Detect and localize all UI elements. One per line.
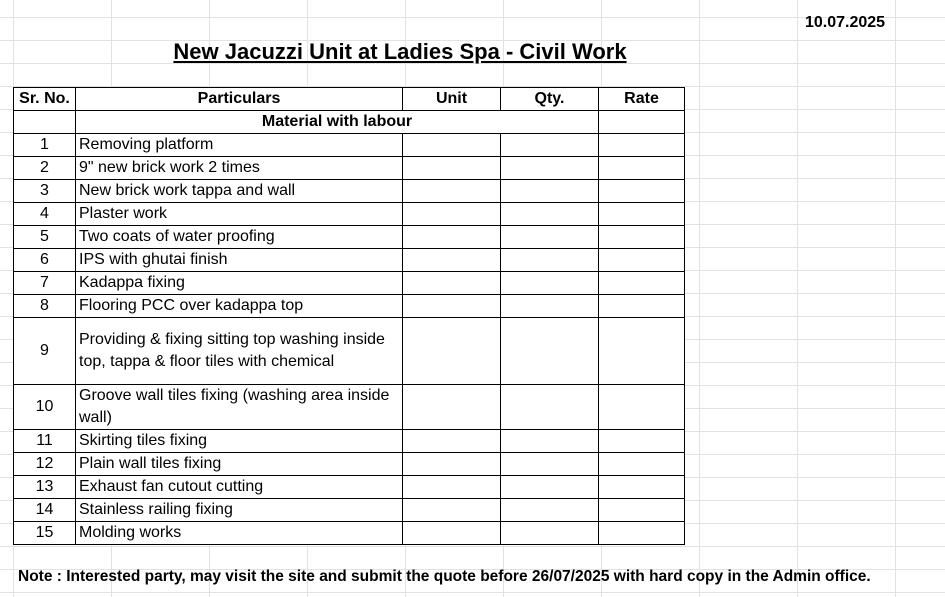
cell-sr-no[interactable]: 10 bbox=[14, 385, 76, 430]
table-row bbox=[14, 295, 685, 318]
cell-particulars[interactable]: Plaster work bbox=[76, 203, 403, 226]
cell-particulars[interactable]: Providing & fixing sitting top washing inside top, tappa & floor tiles with chemical bbox=[76, 318, 403, 385]
cell-unit[interactable] bbox=[403, 318, 501, 385]
cell-particulars[interactable]: IPS with ghutai finish bbox=[76, 249, 403, 272]
cell-sr-no[interactable]: 3 bbox=[14, 180, 76, 203]
cell-unit[interactable] bbox=[403, 272, 501, 295]
footer-note: Note : Interested party, may visit the site and submit the quote before 26/07/2025 with hard copy in the Admin office. bbox=[18, 568, 871, 585]
cell-particulars[interactable]: Flooring PCC over kadappa top bbox=[76, 295, 403, 318]
cell-unit[interactable] bbox=[403, 430, 501, 453]
section-label[interactable]: Material with labour bbox=[76, 111, 599, 134]
cell-particulars[interactable]: Groove wall tiles fixing (washing area inside wall) bbox=[76, 385, 403, 430]
document-date: 10.07.2025 bbox=[804, 14, 886, 31]
cell-particulars[interactable]: Removing platform bbox=[76, 134, 403, 157]
cell-qty[interactable] bbox=[501, 134, 599, 157]
cell-qty[interactable] bbox=[501, 249, 599, 272]
cell-sr-no[interactable]: 6 bbox=[14, 249, 76, 272]
header-unit[interactable]: Unit bbox=[403, 88, 501, 111]
cell-unit[interactable] bbox=[403, 453, 501, 476]
cell-sr-no[interactable]: 15 bbox=[14, 522, 76, 545]
cell-unit[interactable] bbox=[403, 226, 501, 249]
cell-rate[interactable] bbox=[599, 226, 685, 249]
cell-particulars[interactable]: 9" new brick work 2 times bbox=[76, 157, 403, 180]
table-row bbox=[14, 318, 685, 385]
header-particulars[interactable]: Particulars bbox=[76, 88, 403, 111]
cell-qty[interactable] bbox=[501, 157, 599, 180]
cell-unit[interactable] bbox=[403, 157, 501, 180]
cell-rate[interactable] bbox=[599, 157, 685, 180]
cell-qty[interactable] bbox=[501, 522, 599, 545]
cell-rate[interactable] bbox=[599, 453, 685, 476]
header-rate[interactable]: Rate bbox=[599, 88, 685, 111]
cell-sr-no[interactable]: 7 bbox=[14, 272, 76, 295]
cell-particulars[interactable]: Skirting tiles fixing bbox=[76, 430, 403, 453]
cell-qty[interactable] bbox=[501, 385, 599, 430]
table-row bbox=[14, 499, 685, 522]
section-rate-cell[interactable] bbox=[599, 111, 685, 134]
cell-sr-no[interactable]: 5 bbox=[14, 226, 76, 249]
cell-particulars[interactable]: Kadappa fixing bbox=[76, 272, 403, 295]
cell-rate[interactable] bbox=[599, 318, 685, 385]
table-row bbox=[14, 522, 685, 545]
cell-sr-no[interactable]: 11 bbox=[14, 430, 76, 453]
cell-sr-no[interactable]: 13 bbox=[14, 476, 76, 499]
cell-qty[interactable] bbox=[501, 430, 599, 453]
cell-rate[interactable] bbox=[599, 295, 685, 318]
cell-qty[interactable] bbox=[501, 318, 599, 385]
cell-rate[interactable] bbox=[599, 249, 685, 272]
cell-sr-no[interactable]: 2 bbox=[14, 157, 76, 180]
cell-unit[interactable] bbox=[403, 476, 501, 499]
cell-particulars[interactable]: Two coats of water proofing bbox=[76, 226, 403, 249]
cell-unit[interactable] bbox=[403, 522, 501, 545]
cell-particulars[interactable]: Plain wall tiles fixing bbox=[76, 453, 403, 476]
cell-unit[interactable] bbox=[403, 180, 501, 203]
table-row bbox=[14, 476, 685, 499]
section-blank-cell[interactable] bbox=[14, 111, 76, 134]
cell-rate[interactable] bbox=[599, 476, 685, 499]
cell-unit[interactable] bbox=[403, 385, 501, 430]
table-row bbox=[14, 453, 685, 476]
cell-qty[interactable] bbox=[501, 476, 599, 499]
cell-unit[interactable] bbox=[403, 134, 501, 157]
table-row bbox=[14, 272, 685, 295]
table-row bbox=[14, 134, 685, 157]
table-row bbox=[14, 226, 685, 249]
cell-particulars[interactable]: Stainless railing fixing bbox=[76, 499, 403, 522]
cell-unit[interactable] bbox=[403, 499, 501, 522]
work-items-table bbox=[13, 87, 685, 545]
cell-unit[interactable] bbox=[403, 249, 501, 272]
cell-qty[interactable] bbox=[501, 453, 599, 476]
cell-rate[interactable] bbox=[599, 499, 685, 522]
cell-qty[interactable] bbox=[501, 180, 599, 203]
cell-sr-no[interactable]: 1 bbox=[14, 134, 76, 157]
section-row bbox=[14, 111, 685, 134]
cell-sr-no[interactable]: 4 bbox=[14, 203, 76, 226]
table-row bbox=[14, 385, 685, 430]
cell-unit[interactable] bbox=[403, 203, 501, 226]
cell-qty[interactable] bbox=[501, 272, 599, 295]
cell-particulars[interactable]: New brick work tappa and wall bbox=[76, 180, 403, 203]
cell-rate[interactable] bbox=[599, 203, 685, 226]
cell-qty[interactable] bbox=[501, 295, 599, 318]
cell-rate[interactable] bbox=[599, 134, 685, 157]
cell-sr-no[interactable]: 8 bbox=[14, 295, 76, 318]
cell-particulars[interactable]: Molding works bbox=[76, 522, 403, 545]
cell-rate[interactable] bbox=[599, 272, 685, 295]
document-title: New Jacuzzi Unit at Ladies Spa - Civil Work bbox=[173, 39, 627, 64]
table-header-row bbox=[14, 88, 685, 111]
cell-sr-no[interactable]: 14 bbox=[14, 499, 76, 522]
header-sr-no[interactable]: Sr. No. bbox=[14, 88, 76, 111]
cell-sr-no[interactable]: 12 bbox=[14, 453, 76, 476]
cell-qty[interactable] bbox=[501, 226, 599, 249]
table-row bbox=[14, 249, 685, 272]
header-qty[interactable]: Qty. bbox=[501, 88, 599, 111]
table-row bbox=[14, 180, 685, 203]
table-row bbox=[14, 430, 685, 453]
table-row bbox=[14, 203, 685, 226]
cell-rate[interactable] bbox=[599, 385, 685, 430]
cell-particulars[interactable]: Exhaust fan cutout cutting bbox=[76, 476, 403, 499]
cell-rate[interactable] bbox=[599, 180, 685, 203]
cell-rate[interactable] bbox=[599, 522, 685, 545]
cell-rate[interactable] bbox=[599, 430, 685, 453]
cell-qty[interactable] bbox=[501, 499, 599, 522]
table-row bbox=[14, 157, 685, 180]
cell-unit[interactable] bbox=[403, 295, 501, 318]
cell-sr-no[interactable]: 9 bbox=[14, 318, 76, 385]
cell-qty[interactable] bbox=[501, 203, 599, 226]
